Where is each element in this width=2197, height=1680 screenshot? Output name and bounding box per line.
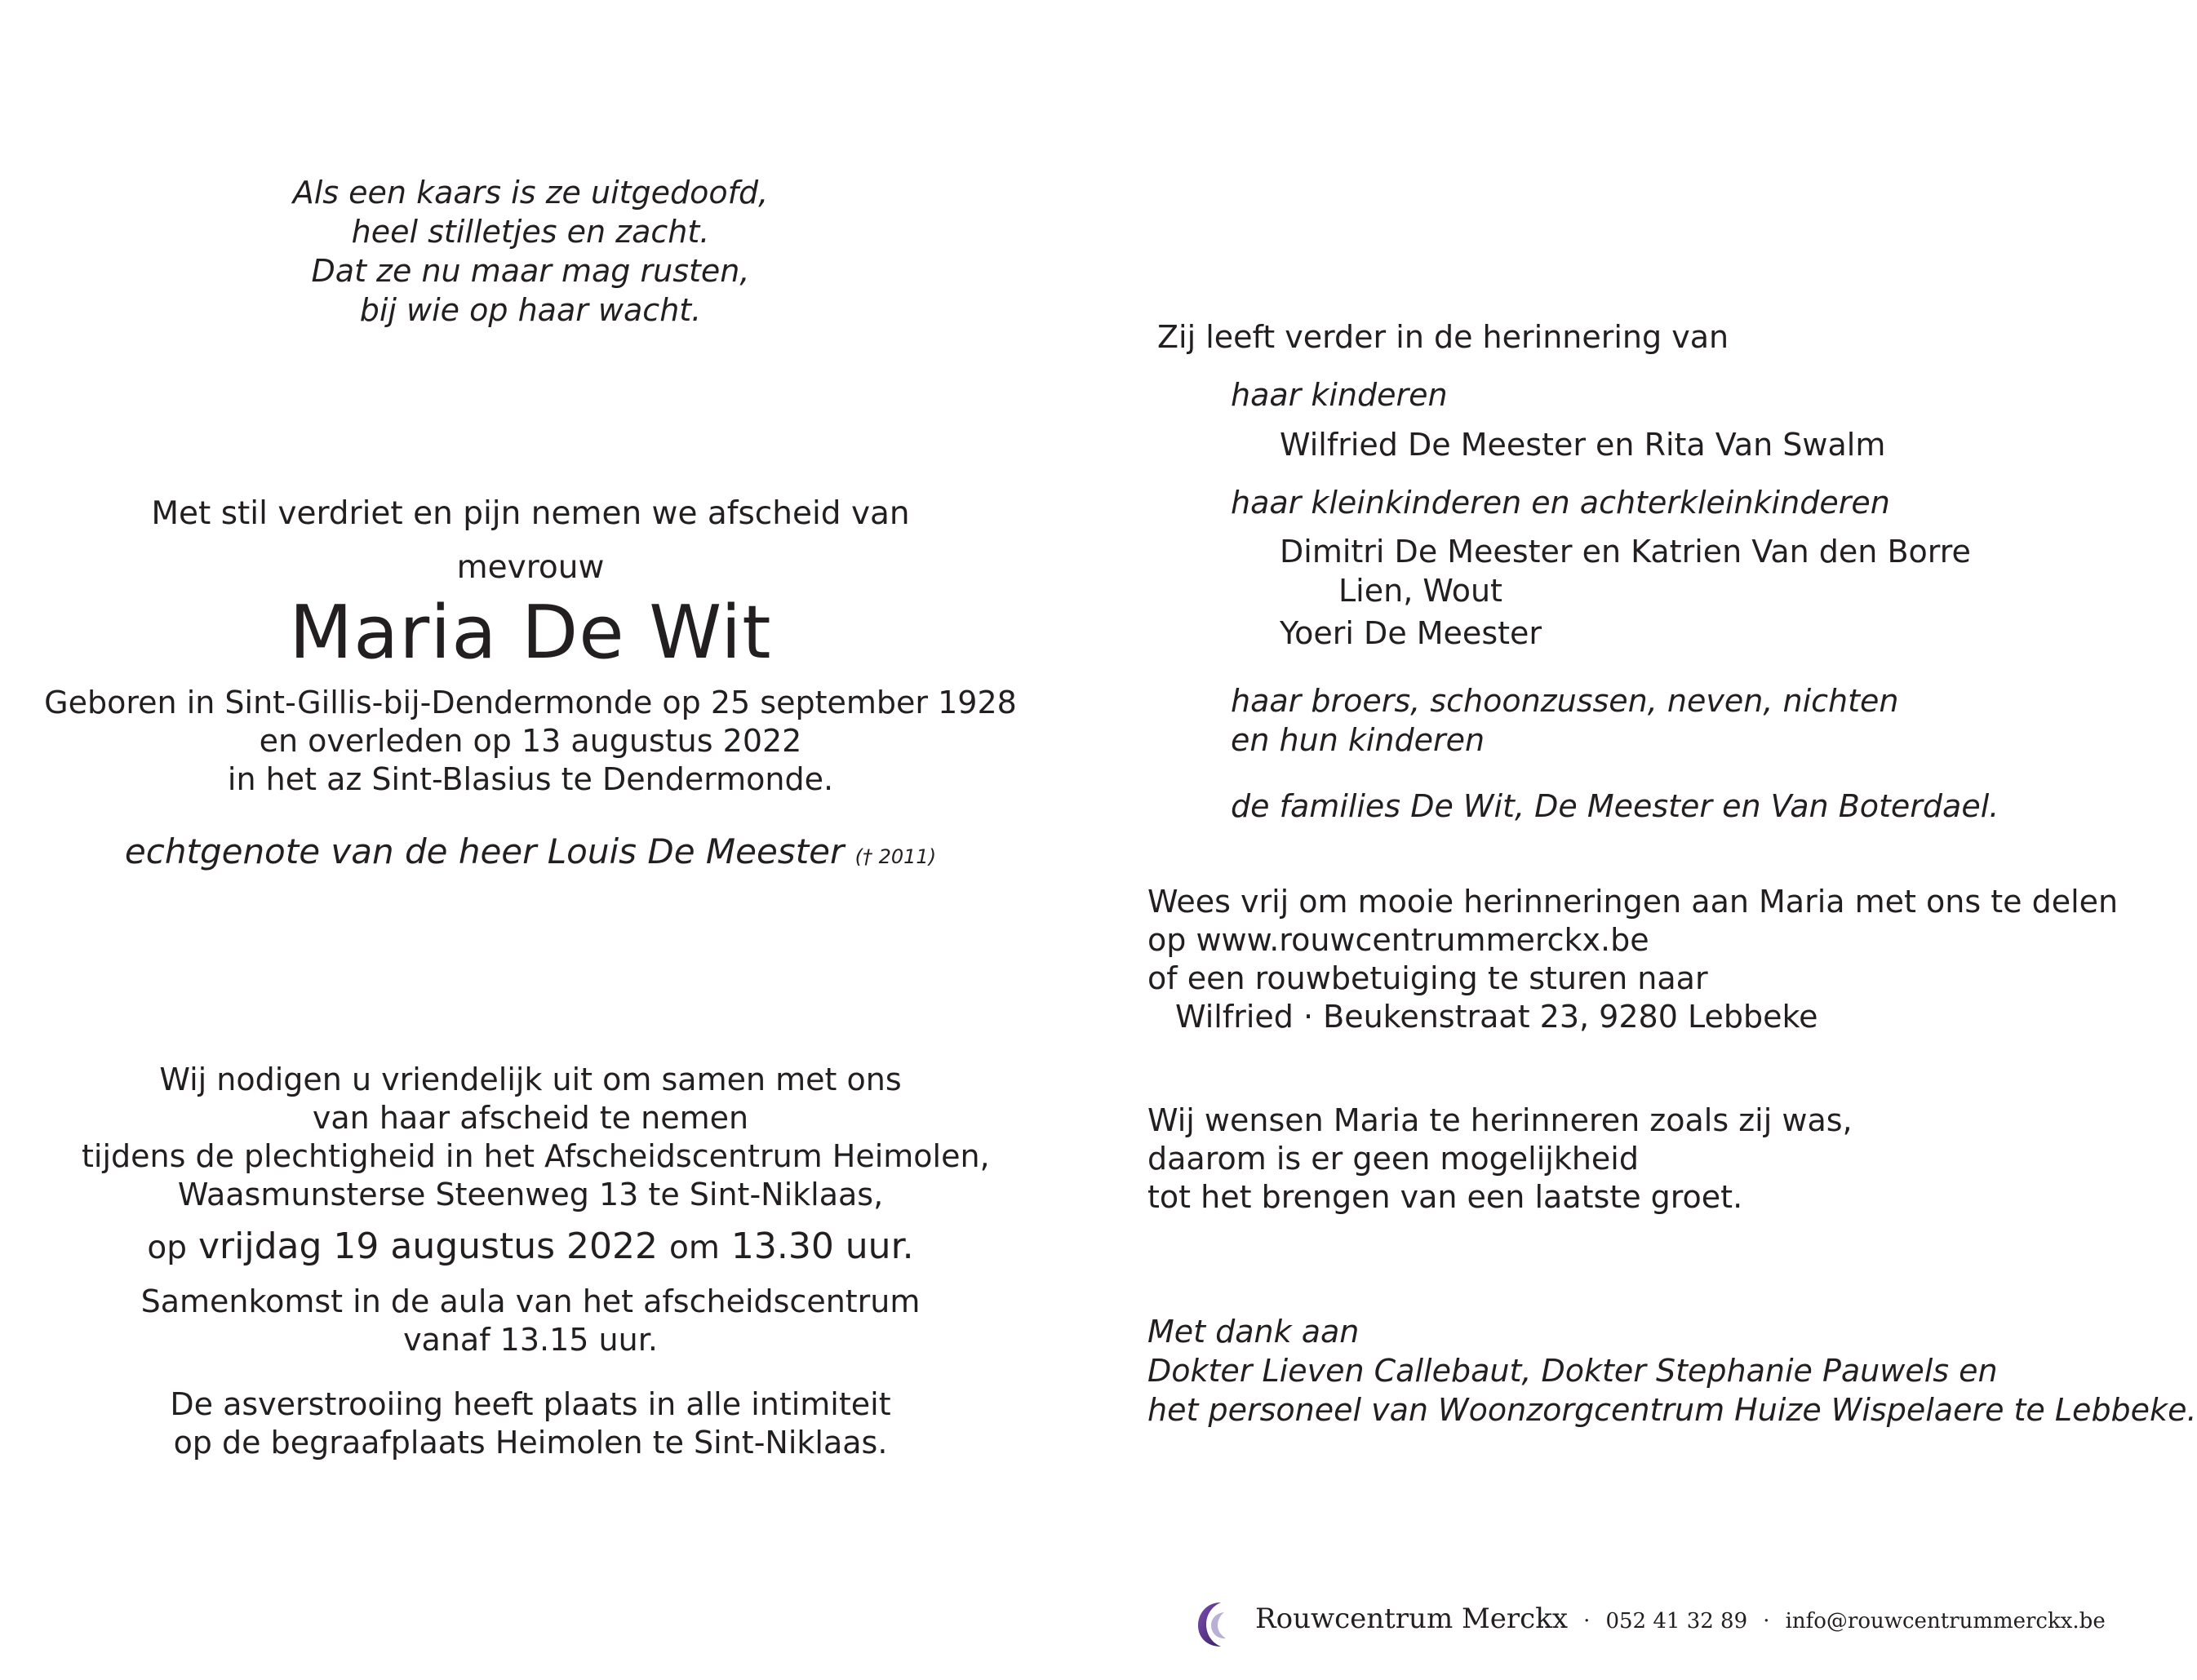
farewell-note — [1147, 1102, 1853, 1217]
thanks-note — [1147, 1312, 2197, 1430]
invite-line: tijdens de plechtigheid in het Afscheidscentrum Heimolen, — [82, 1138, 990, 1174]
thanks-line: het personeel van Woonzorgcentrum Huize Wispelaere te Lebbeke. — [1147, 1392, 2197, 1428]
footer-phone: 052 41 32 89 — [1605, 1609, 1748, 1633]
great-grandchildren: Lien, Wout — [1338, 573, 1502, 609]
condolences-line: Wees vrij om mooie herinneringen aan Maria met ons te delen — [1147, 884, 2119, 920]
thanks-line: Dokter Lieven Callebaut, Dokter Stephanie Pauwels en — [1147, 1353, 1998, 1389]
thanks-line: Met dank aan — [1147, 1314, 1360, 1350]
birth-death-details — [41, 684, 1020, 799]
footer-contact — [1255, 1602, 2106, 1635]
poem-line: heel stilletjes en zacht. — [351, 214, 710, 250]
ashes-line: op de begraafplaats Heimolen te Sint-Niklaas. — [173, 1425, 888, 1461]
condolences — [1147, 883, 2118, 1036]
ashes-line: De asverstrooiing heeft plaats in alle intimiteit — [170, 1386, 891, 1422]
poem — [245, 173, 816, 330]
invite-line: van haar afscheid te nemen — [312, 1100, 749, 1136]
deceased-name: Maria De Wit — [289, 590, 772, 676]
ceremony-datetime — [82, 1224, 979, 1271]
condolences-website: op www.rouwcentrummerckx.be — [1147, 922, 1649, 958]
gathering-line: Samenkomst in de aula van het afscheidscentrum — [140, 1283, 921, 1319]
date-prefix: op — [147, 1230, 187, 1266]
footer-email: info@rouwcentrummerckx.be — [1785, 1609, 2106, 1633]
siblings-label: haar broers, schoonzussen, neven, nichten — [1231, 683, 1899, 719]
gathering-line: vanaf 13.15 uur. — [403, 1322, 658, 1358]
crescent-logo-icon — [1196, 1599, 1242, 1650]
spouse-death-note: († 2011) — [854, 845, 937, 868]
poem-line: Als een kaars is ze uitgedoofd, — [292, 175, 769, 211]
invite-line: Waasmunsterse Steenweg 13 te Sint-Niklaas, — [177, 1177, 884, 1212]
grandchildren-label: haar kleinkinderen en achterkleinkinderen — [1231, 485, 1890, 521]
announcement-title: mevrouw — [456, 549, 605, 586]
spouse-text: echtgenote van de heer Louis De Meester — [124, 831, 845, 871]
farewell-line: Wij wensen Maria te herinneren zoals zij was, — [1147, 1102, 1853, 1138]
grandchild-2: Yoeri De Meester — [1280, 615, 1542, 651]
footer-brand: Rouwcentrum Merckx — [1255, 1602, 1568, 1635]
farewell-line: tot het brengen van een laatste groet. — [1147, 1179, 1743, 1215]
condolences-address: Wilfried · Beukenstraat 23, 9280 Lebbeke — [1175, 999, 1818, 1035]
invite-line: Wij nodigen u vriendelijk uit om samen met ons — [159, 1062, 902, 1097]
footer-separator: · — [1763, 1609, 1770, 1633]
poem-line: bij wie op haar wacht. — [359, 292, 702, 328]
death-line: en overleden op 13 augustus 2022 — [259, 723, 802, 759]
birth-line: Geboren in Sint-Gillis-bij-Dendermonde op 25 september 1928 — [44, 685, 1017, 720]
family-heading: Zij leeft verder in de herinnering van — [1157, 319, 1729, 355]
announcement-intro: Met stil verdriet en pijn nemen we afscheid van — [151, 495, 910, 532]
gathering-info — [82, 1283, 979, 1359]
children-names: Wilfried De Meester en Rita Van Swalm — [1280, 427, 1886, 463]
ceremony-invitation — [82, 1061, 990, 1214]
ashes-info — [82, 1385, 979, 1462]
children-label: haar kinderen — [1231, 377, 1448, 413]
spouse-line — [49, 831, 1012, 878]
ceremony-time: 13.30 uur. — [730, 1226, 914, 1267]
grandchild-1: Dimitri De Meester en Katrien Van den Borre — [1280, 534, 1971, 570]
ceremony-date: vrijdag 19 augustus 2022 — [198, 1226, 658, 1267]
place-line: in het az Sint-Blasius te Dendermonde. — [227, 761, 834, 797]
date-om: om — [668, 1230, 720, 1266]
footer-separator: · — [1583, 1609, 1591, 1633]
siblings-label-2: en hun kinderen — [1231, 722, 1485, 758]
poem-line: Dat ze nu maar mag rusten, — [311, 253, 750, 289]
condolences-line: of een rouwbetuiging te sturen naar — [1147, 960, 1708, 996]
families-line: de families De Wit, De Meester en Van Boterdael. — [1231, 788, 1999, 824]
farewell-line: daarom is er geen mogelijkheid — [1147, 1141, 1639, 1177]
